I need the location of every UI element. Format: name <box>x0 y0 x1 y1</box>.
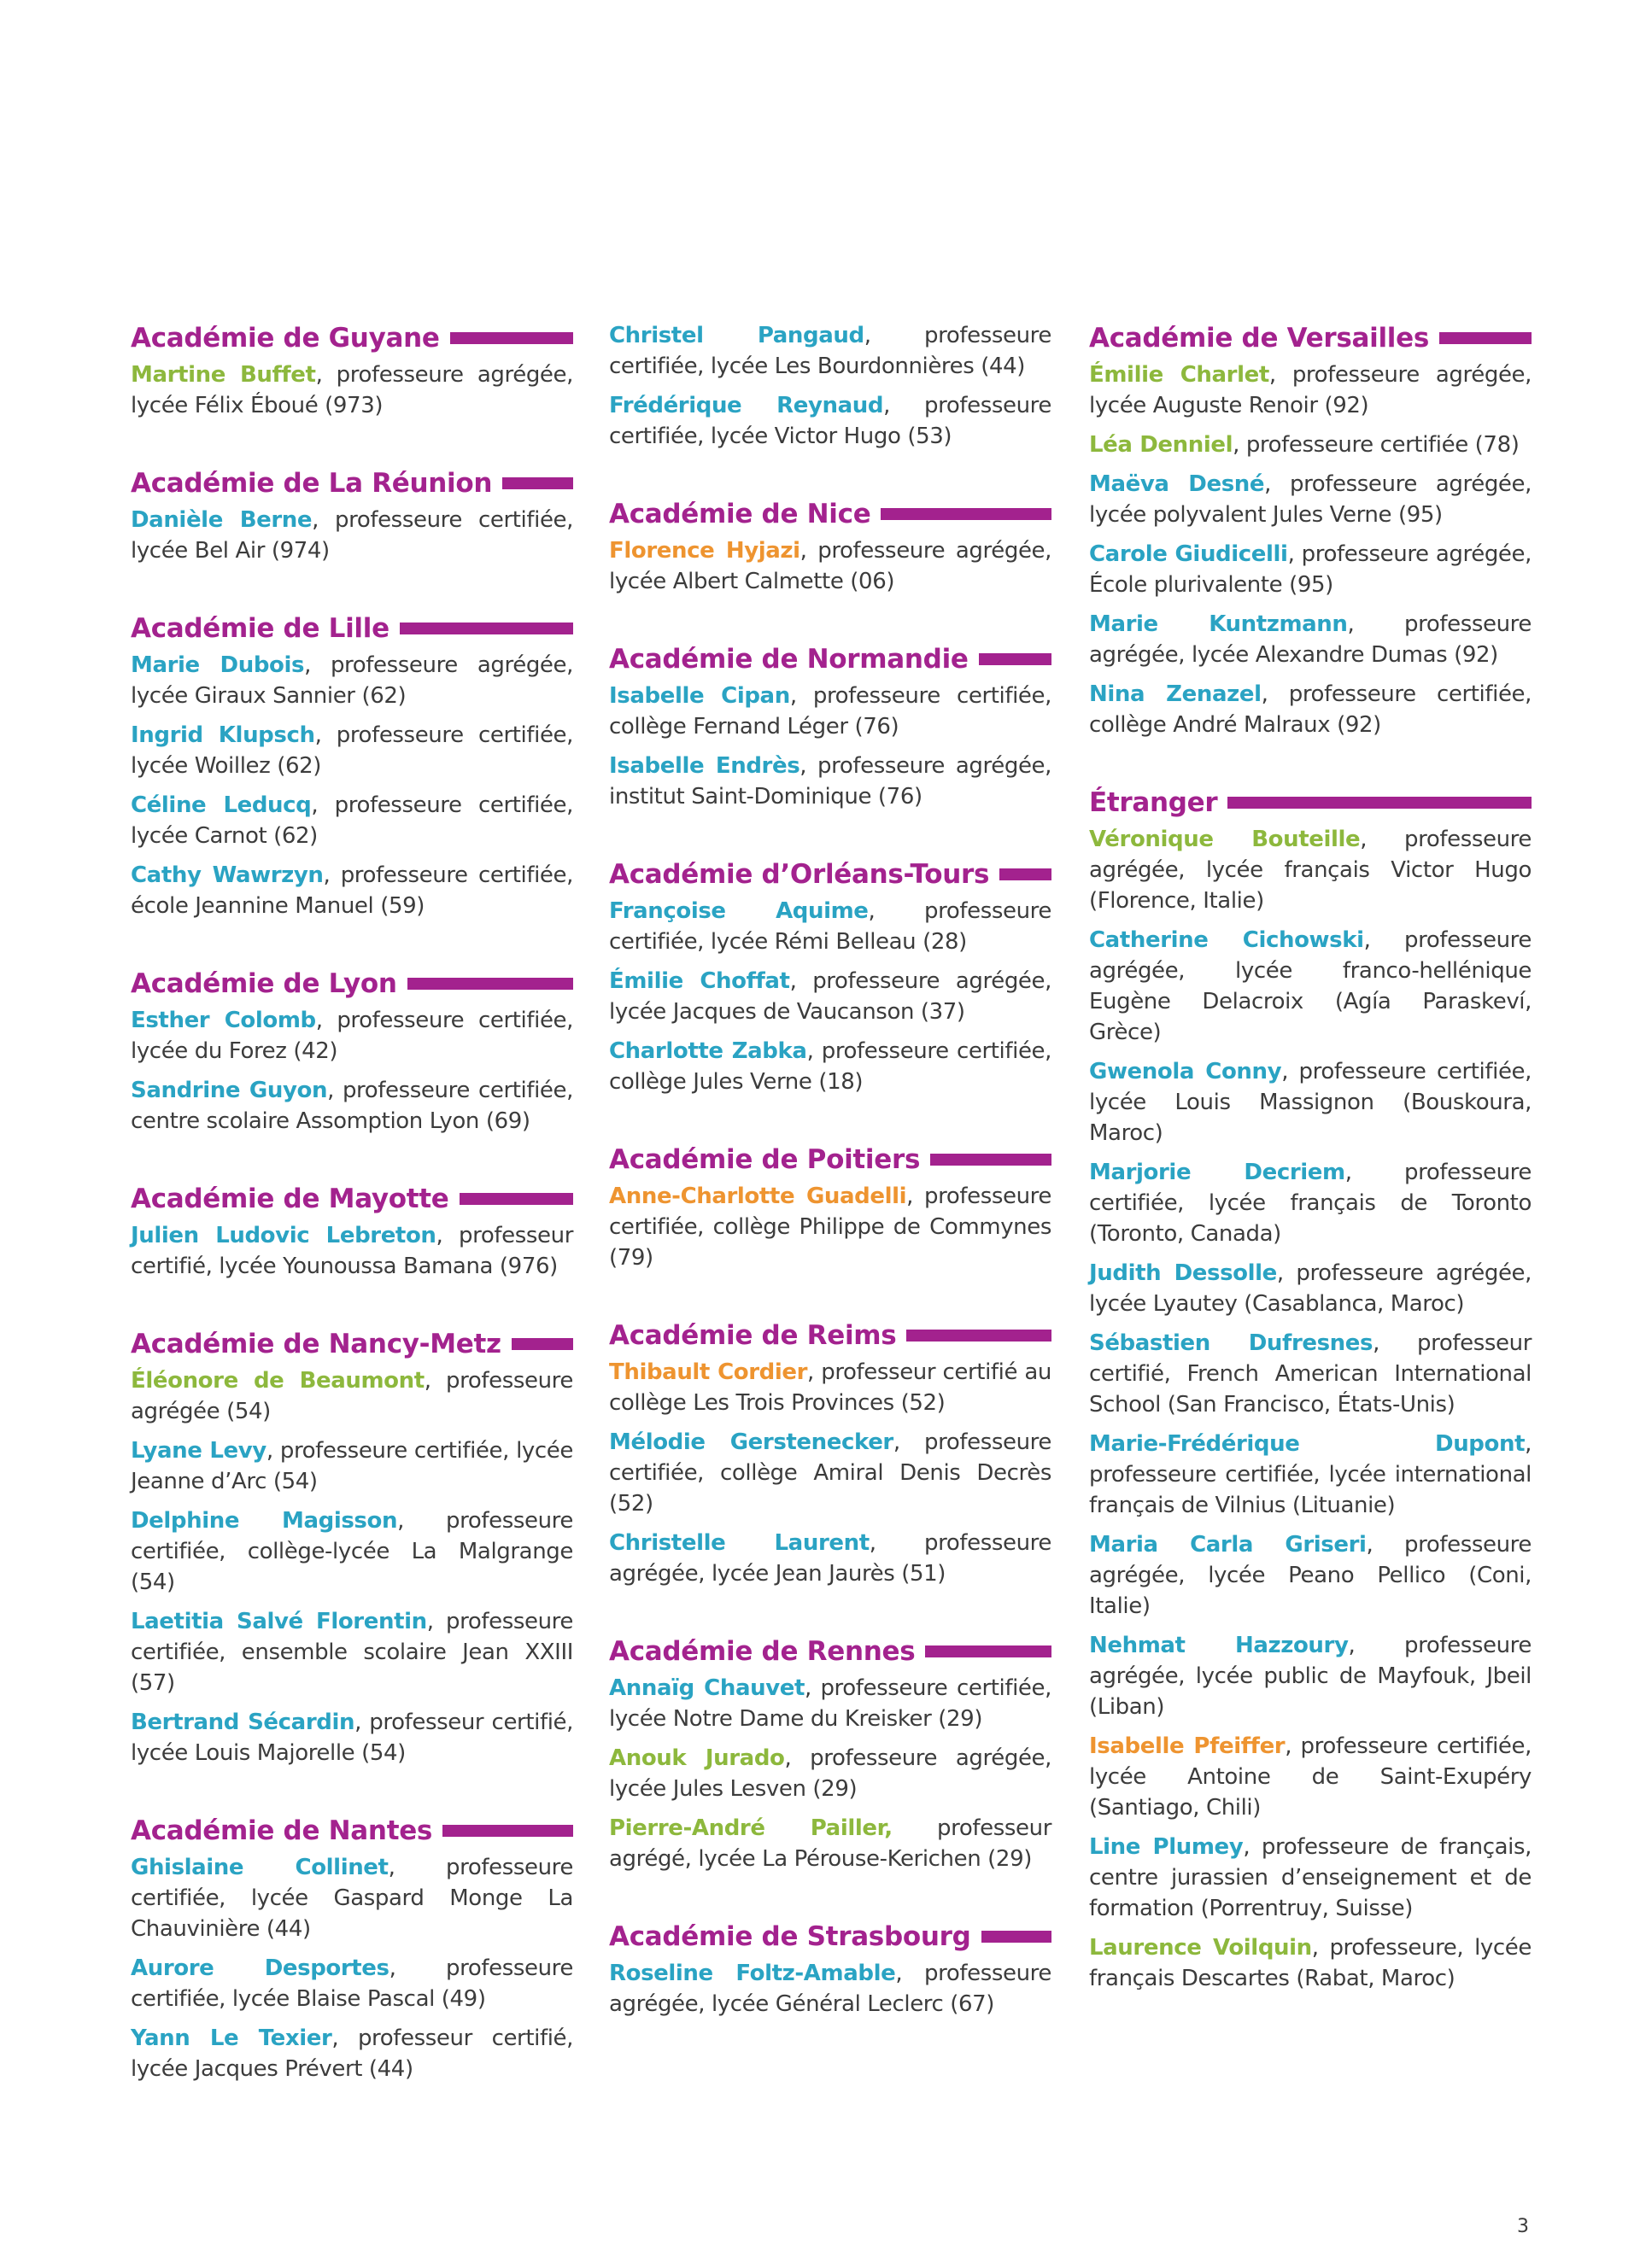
teacher-entry <box>131 650 573 711</box>
section-heading <box>1089 783 1532 822</box>
teacher-description: , professeur certifié au collège Les Trois Provinces (52) <box>609 1359 1052 1416</box>
teacher-entry <box>131 1365 573 1427</box>
teacher-entry <box>131 1606 573 1698</box>
teacher-entry <box>609 535 1051 597</box>
teacher-description: , professeure certifiée, lycée Notre Dame du Kreisker (29) <box>609 1675 1051 1732</box>
section-title: Académie de Guyane <box>131 323 440 354</box>
teacher-entry <box>1089 824 1532 916</box>
teacher-name: Émilie Charlet <box>1089 362 1269 388</box>
teacher-entry <box>609 1743 1051 1804</box>
teacher-entry <box>131 2023 573 2084</box>
section-title: Académie de Nancy-Metz <box>131 1329 501 1359</box>
teacher-name: Sandrine Guyon <box>131 1078 328 1103</box>
teacher-name: Lyane Levy <box>131 1438 266 1464</box>
teacher-description: , professeure agrégée, lycée franco-hellénique Eugène Delacroix (Agía Paraskeví, Grèce) <box>1089 927 1532 1045</box>
academy-section <box>609 1140 1051 1273</box>
teacher-entry <box>131 1707 573 1768</box>
teacher-description: , professeure certifiée, lycée du Forez (42) <box>131 1008 574 1064</box>
teacher-entry <box>131 1435 573 1497</box>
teacher-description: , professeure agrégée, lycée Lyautey (Casablanca, Maroc) <box>1089 1260 1532 1317</box>
teacher-name: Léa Denniel <box>1089 432 1233 458</box>
teacher-description: , professeure agrégée, lycée Jacques de Vaucanson (37) <box>609 968 1051 1025</box>
section-title: Étranger <box>1089 787 1218 818</box>
section-heading-bar <box>512 1338 573 1350</box>
academy-section <box>609 640 1051 812</box>
teacher-name: Catherine Cichowski <box>1089 927 1364 953</box>
academy-section <box>131 1324 573 1768</box>
academy-section <box>609 1632 1051 1874</box>
teacher-entry <box>1089 609 1532 670</box>
teacher-entry <box>1089 925 1532 1048</box>
teacher-entry <box>609 1673 1051 1734</box>
teacher-description: , professeure certifiée, collège Jules Verne (18) <box>609 1038 1052 1095</box>
teacher-description: , professeure certifiée, lycée Les Bourdonnières (44) <box>609 323 1051 379</box>
teacher-name: Éléonore de Beaumont <box>131 1368 425 1394</box>
section-title: Académie d’Orléans-Tours <box>609 859 990 890</box>
section-heading-bar <box>407 978 573 990</box>
teacher-entry <box>131 1505 573 1598</box>
teacher-name: Nina Zenazel <box>1089 681 1262 707</box>
teacher-entry <box>1089 1429 1532 1521</box>
teacher-entry <box>131 860 573 921</box>
teacher-name: Anne-Charlotte Guadelli <box>609 1184 907 1209</box>
teacher-entry <box>1089 539 1532 600</box>
teacher-description: , professeure certifiée, lycée français de Toronto (Toronto, Canada) <box>1089 1160 1532 1247</box>
section-title: Académie de Mayotte <box>131 1184 449 1214</box>
teacher-description: , professeure agrégée, lycée Jules Lesven (29) <box>609 1745 1051 1802</box>
teacher-entry <box>1089 1258 1532 1319</box>
academy-section <box>131 319 573 421</box>
section-heading <box>609 1632 1051 1671</box>
section-heading <box>131 464 573 503</box>
teacher-name: Roseline Foltz-Amable <box>609 1961 896 1986</box>
teacher-description: , professeure agrégée, lycée Peano Pellico (Coni, Italie) <box>1089 1532 1532 1619</box>
section-heading-bar <box>930 1154 1051 1166</box>
teacher-description: professeur agrégé, lycée La Pérouse-Kerichen (29) <box>609 1815 1051 1872</box>
teacher-description: , professeure certifiée, centre scolaire Assomption Lyon (69) <box>131 1078 573 1134</box>
teacher-description: , professeure agrégée, lycée Albert Calmette (06) <box>609 538 1051 594</box>
teacher-entry <box>609 320 1051 382</box>
academy-section <box>609 1316 1051 1589</box>
academy-section <box>1089 319 1532 740</box>
teacher-name: Isabelle Pfeiffer <box>1089 1733 1286 1759</box>
teacher-description: , professeure certifiée, lycée Rémi Belleau (28) <box>609 898 1051 955</box>
section-heading <box>609 855 1051 894</box>
academy-section <box>1089 783 1532 1994</box>
teacher-description: , professeure certifiée, lycée Bel Air (974) <box>131 507 573 564</box>
teacher-entry <box>1089 1832 1532 1924</box>
teacher-name: Véronique Bouteille <box>1089 827 1361 852</box>
teacher-description: , professeure agrégée, lycée français Victor Hugo (Florence, Italie) <box>1089 827 1532 914</box>
section-heading-bar <box>999 868 1051 880</box>
teacher-description: , professeure agrégée, lycée Auguste Renoir (92) <box>1089 362 1532 418</box>
teacher-entry <box>131 1852 573 1944</box>
teacher-name: Aurore Desportes <box>131 1955 390 1981</box>
teacher-name: Maëva Desné <box>1089 471 1265 497</box>
teacher-description: , professeure agrégée, lycée Félix Éboué (973) <box>131 362 573 418</box>
teacher-entry <box>1089 1056 1532 1149</box>
section-heading <box>609 494 1051 534</box>
teacher-name: Yann Le Texier <box>131 2025 332 2051</box>
teacher-name: Carole Giudicelli <box>1089 541 1288 567</box>
teacher-description: , professeure agrégée, lycée Giraux Sannier (62) <box>131 652 573 709</box>
page-number: 3 <box>1517 2216 1529 2237</box>
teacher-name: Danièle Berne <box>131 507 313 533</box>
section-title: Académie de Rennes <box>609 1636 916 1667</box>
teacher-name: Émilie Choffat <box>609 968 790 994</box>
section-heading <box>131 1811 573 1850</box>
teacher-name: Marie Dubois <box>131 652 305 678</box>
academy-section <box>131 964 573 1137</box>
teacher-description: , professeure certifiée, lycée Victor Hugo (53) <box>609 393 1051 449</box>
teacher-description: , professeure de français, centre jurassien d’enseignement et de formation (Porrentruy, Suisse) <box>1089 1834 1532 1921</box>
teacher-description: , professeure agrégée, lycée polyvalent Jules Verne (95) <box>1089 471 1532 528</box>
teacher-description: , professeur certifié, lycée Jacques Prévert (44) <box>131 2025 574 2082</box>
section-heading-bar <box>925 1645 1051 1657</box>
teacher-name: Marie Kuntzmann <box>1089 611 1348 637</box>
section-heading-bar <box>979 653 1051 665</box>
teacher-entry <box>1089 430 1532 460</box>
academy-section <box>609 494 1051 597</box>
teacher-name: Laetitia Salvé Florentin <box>131 1609 427 1634</box>
teacher-description: , professeure certifiée, lycée Gaspard Monge La Chauvinière (44) <box>131 1855 573 1942</box>
section-heading-bar <box>1227 797 1532 809</box>
teacher-name: Christelle Laurent <box>609 1530 870 1556</box>
teacher-entry <box>131 1005 573 1067</box>
teacher-entry <box>1089 1932 1532 1994</box>
teacher-entry <box>131 720 573 781</box>
teacher-entry <box>609 1357 1051 1418</box>
teacher-name: Mélodie Gerstenecker <box>609 1429 893 1455</box>
section-title: Académie de Nice <box>609 499 871 529</box>
section-heading <box>1089 319 1532 358</box>
teacher-name: Thibault Cordier <box>609 1359 808 1385</box>
teacher-description: , professeure certifiée, lycée Jeanne d’Arc (54) <box>131 1438 573 1494</box>
section-title: Académie de Nantes <box>131 1815 433 1846</box>
section-heading-bar <box>881 508 1051 520</box>
teacher-name: Annaïg Chauvet <box>609 1675 805 1701</box>
teacher-description: , professeure agrégée, École plurivalente (95) <box>1089 541 1532 598</box>
teacher-description: , professeur certifié, French American International School (San Francisco, États-Unis) <box>1089 1330 1532 1418</box>
teacher-entry <box>609 966 1051 1027</box>
section-heading <box>609 1917 1051 1956</box>
section-heading-bar <box>1439 332 1532 344</box>
teacher-description: , professeur certifié, lycée Younoussa Bamana (976) <box>131 1223 573 1279</box>
teacher-name: Anouk Jurado <box>609 1745 785 1771</box>
teacher-description: , professeure certifiée, école Jeannine Manuel (59) <box>131 862 573 919</box>
teacher-name: Gwenola Conny <box>1089 1059 1282 1084</box>
teacher-description: , professeure certifiée, lycée Woillez (62) <box>131 722 574 779</box>
teacher-description: , professeure certifiée, ensemble scolaire Jean XXIII (57) <box>131 1609 573 1696</box>
section-heading-bar <box>400 623 573 634</box>
academy-section <box>131 1179 573 1282</box>
teacher-entry <box>131 790 573 851</box>
teacher-name: Françoise Aquime <box>609 898 869 924</box>
section-heading <box>131 964 573 1003</box>
teacher-name: Florence Hyjazi <box>609 538 800 564</box>
teacher-description: , professeure agrégée, lycée Jean Jaurès (51) <box>609 1530 1051 1587</box>
section-heading <box>609 1140 1051 1179</box>
teacher-entry <box>609 390 1051 452</box>
section-heading-bar <box>906 1330 1051 1342</box>
column-3 <box>1089 319 1532 2037</box>
teacher-entry <box>609 1958 1051 2020</box>
teacher-description: , professeure certifiée (78) <box>1233 432 1520 458</box>
teacher-name: Judith Dessolle <box>1089 1260 1277 1286</box>
teacher-entry <box>131 1075 573 1137</box>
teacher-entry <box>609 1181 1051 1273</box>
teacher-name: Ingrid Klupsch <box>131 722 315 748</box>
teacher-description: , professeure certifiée, collège Amiral Denis Decrès (52) <box>609 1429 1051 1517</box>
section-heading <box>131 1324 573 1364</box>
teacher-description: , professeure agrégée, lycée Général Leclerc (67) <box>609 1961 1051 2017</box>
teacher-name: Pierre-André Pailler, <box>609 1815 893 1841</box>
teacher-entry <box>1089 1630 1532 1722</box>
teacher-description: , professeure certifiée, lycée Antoine de Saint-Exupéry (Santiago, Chili) <box>1089 1733 1532 1821</box>
section-title: Académie de Lille <box>131 613 390 644</box>
teacher-name: Isabelle Cipan <box>609 683 790 709</box>
teacher-entry <box>609 896 1051 957</box>
teacher-name: Marjorie Decriem <box>1089 1160 1345 1185</box>
teacher-entry <box>609 1813 1051 1874</box>
teacher-description: , professeure, lycée français Descartes (Rabat, Maroc) <box>1089 1935 1532 1991</box>
teacher-entry <box>1089 359 1532 421</box>
section-heading <box>131 1179 573 1219</box>
section-title: Académie de Reims <box>609 1320 897 1351</box>
teacher-entry <box>1089 1328 1532 1420</box>
teacher-name: Martine Buffet <box>131 362 316 388</box>
teacher-entry <box>1089 679 1532 740</box>
teacher-description: , professeure agrégée, institut Saint-Dominique (76) <box>609 753 1052 810</box>
teacher-name: Sébastien Dufresnes <box>1089 1330 1374 1356</box>
academy-section <box>131 1811 573 2084</box>
teacher-name: Frédérique Reynaud <box>609 393 884 418</box>
teacher-description: , professeure certifiée, collège Philippe de Commynes (79) <box>609 1184 1051 1271</box>
teacher-name: Esther Colomb <box>131 1008 316 1033</box>
section-heading <box>131 609 573 648</box>
teacher-description: , professeure certifiée, collège André Malraux (92) <box>1089 681 1532 738</box>
teacher-name: Isabelle Endrès <box>609 753 800 779</box>
section-heading <box>609 640 1051 679</box>
teacher-entry <box>131 1953 573 2014</box>
teacher-entry <box>1089 469 1532 530</box>
teacher-entry <box>131 359 573 421</box>
teacher-description: , professeure certifiée, collège Fernand Léger (76) <box>609 683 1051 739</box>
academy-section <box>609 1917 1051 2020</box>
section-title: Académie de Poitiers <box>609 1144 921 1175</box>
teacher-entry <box>1089 1157 1532 1249</box>
teacher-description: , professeure agrégée, lycée Alexandre Dumas (92) <box>1089 611 1532 668</box>
column-1 <box>131 319 573 2127</box>
teacher-description: , professeure certifiée, lycée Blaise Pascal (49) <box>131 1955 573 2012</box>
teacher-name: Charlotte Zabka <box>609 1038 807 1064</box>
teacher-entry <box>609 1036 1051 1097</box>
teacher-description: , professeure agrégée (54) <box>131 1368 573 1424</box>
teacher-name: Céline Leducq <box>131 792 312 818</box>
teacher-entry <box>609 681 1051 742</box>
section-title: Académie de Normandie <box>609 644 969 675</box>
teacher-name: Marie-Frédérique Dupont <box>1089 1431 1526 1457</box>
teacher-name: Bertrand Sécardin <box>131 1710 355 1735</box>
teacher-name: Julien Ludovic Lebreton <box>131 1223 436 1248</box>
teacher-description: , professeure certifiée, lycée Louis Massignon (Bouskoura, Maroc) <box>1089 1059 1532 1146</box>
teacher-entry <box>609 1427 1051 1519</box>
section-title: Académie de Lyon <box>131 968 397 999</box>
teacher-description: , professeure certifiée, collège-lycée La Malgrange (54) <box>131 1508 573 1595</box>
section-title: Académie de La Réunion <box>131 468 493 499</box>
section-title: Académie de Strasbourg <box>609 1921 971 1952</box>
academy-section <box>131 464 573 566</box>
section-heading <box>609 1316 1051 1355</box>
teacher-entry <box>609 751 1051 812</box>
column-2 <box>609 319 1051 2062</box>
teacher-description: , professeure agrégée, lycée public de Mayfouk, Jbeil (Liban) <box>1089 1633 1532 1720</box>
section-heading-bar <box>502 477 573 489</box>
teacher-entry <box>131 1220 573 1282</box>
teacher-description: , professeure certifiée, lycée international français de Vilnius (Lituanie) <box>1089 1431 1532 1518</box>
academy-section <box>609 855 1051 1097</box>
teacher-description: , professeur certifié, lycée Louis Majorelle (54) <box>131 1710 573 1766</box>
teacher-entry <box>1089 1731 1532 1823</box>
section-heading-bar <box>981 1931 1052 1943</box>
academy-section <box>131 609 573 921</box>
section-heading-bar <box>460 1193 573 1205</box>
teacher-name: Christel Pangaud <box>609 323 864 348</box>
section-heading-bar <box>450 332 573 344</box>
teacher-name: Cathy Wawrzyn <box>131 862 324 888</box>
teacher-name: Laurence Voilquin <box>1089 1935 1312 1961</box>
teacher-name: Delphine Magisson <box>131 1508 398 1534</box>
teacher-name: Nehmat Hazzoury <box>1089 1633 1349 1658</box>
teacher-name: Maria Carla Griseri <box>1089 1532 1367 1558</box>
section-heading-bar <box>442 1825 573 1837</box>
academy-section <box>609 320 1051 452</box>
section-heading <box>131 319 573 358</box>
teacher-entry <box>131 505 573 566</box>
teacher-entry <box>609 1528 1051 1589</box>
teacher-entry <box>1089 1529 1532 1622</box>
teacher-name: Ghislaine Collinet <box>131 1855 389 1880</box>
teacher-description: , professeure certifiée, lycée Carnot (62) <box>131 792 573 849</box>
teacher-name: Line Plumey <box>1089 1834 1244 1860</box>
section-title: Académie de Versailles <box>1089 323 1429 354</box>
